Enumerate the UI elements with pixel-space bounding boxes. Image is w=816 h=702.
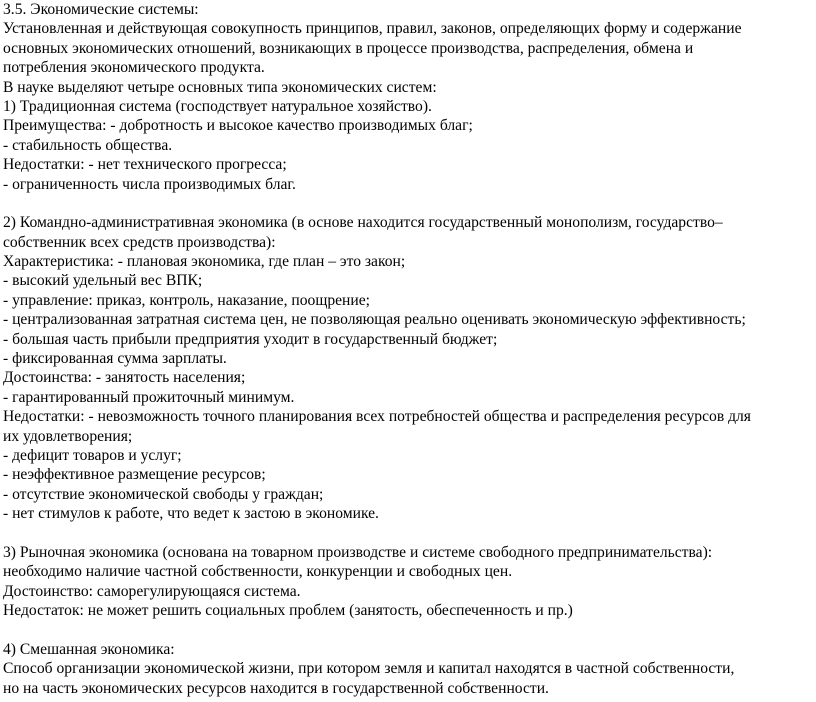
command-line: их удовлетворения; <box>3 427 133 445</box>
market-line: Недостаток: не может решить социальных проблем (занятость, обеспеченность и пр.) <box>3 602 573 620</box>
command-heading: 2) Командно-административная экономика (в основе находится государственный монополизм, государство– <box>3 214 723 232</box>
definition-paragraph <box>3 19 813 77</box>
definition-line: потребления экономического продукта. <box>3 59 265 77</box>
traditional-line: Недостатки: - нет технического прогресса; <box>3 156 287 174</box>
command-line: - большая часть прибыли предприятия уходит в государственный бюджет; <box>3 330 498 348</box>
market-line: необходимо наличие частной собственности, конкуренции и свободных цен. <box>3 563 513 581</box>
command-line: - гарантированный прожиточный минимум. <box>3 388 295 406</box>
section-title: 3.5. Экономические системы: <box>3 1 199 18</box>
market-economy-block <box>3 543 813 621</box>
intro-line: В науке выделяют четыре основных типа экономических систем: <box>3 78 437 96</box>
command-line: - высокий удельный вес ВПК; <box>3 272 203 290</box>
command-line: - неэффективное размещение ресурсов; <box>3 466 266 484</box>
command-line: - нет стимулов к работе, что ведет к застою в экономике. <box>3 505 379 523</box>
definition-line: основных экономических отношений, возникающих в процессе производства, распределения, обмена и <box>3 39 694 57</box>
traditional-line: - стабильность общества. <box>3 136 173 154</box>
mixed-economy-block <box>3 640 813 698</box>
command-line: - управление: приказ, контроль, наказание, поощрение; <box>3 291 370 309</box>
paragraph-gap <box>3 621 813 640</box>
traditional-line: - ограниченность числа производимых благ. <box>3 175 296 193</box>
command-heading: собственник всех средств производства): <box>3 233 276 251</box>
market-heading: 3) Рыночная экономика (основана на товарном производстве и системе свободного предпринимательства): <box>3 543 713 561</box>
command-line: Достоинства: - занятость населения; <box>3 369 246 387</box>
traditional-system-block <box>3 97 813 194</box>
mixed-heading: 4) Смешанная экономика: <box>3 640 175 658</box>
market-line: Достоинство: саморегулирующаяся система. <box>3 582 301 600</box>
document-body <box>3 0 813 698</box>
command-line: Характеристика: - плановая экономика, где план – это закон; <box>3 253 406 271</box>
paragraph-gap <box>3 194 813 213</box>
command-line: - дефицит товаров и услуг; <box>3 446 182 464</box>
command-line: - отсутствие экономической свободы у граждан; <box>3 485 324 503</box>
command-line: - централизованная затратная система цен, не позволяющая реально оценивать экономическую эффективность; <box>3 311 746 329</box>
paragraph-gap <box>3 524 813 543</box>
command-economy-block <box>3 213 813 523</box>
command-line: Недостатки: - невозможность точного планирования всех потребностей общества и распределения ресурсов для <box>3 408 751 426</box>
mixed-line: но на часть экономических ресурсов находится в государственной собственности. <box>3 679 549 697</box>
mixed-line: Способ организации экономической жизни, при котором земля и капитал находятся в частной собственности, <box>3 660 735 678</box>
traditional-line: Преимущества: - добротность и высокое качество производимых благ; <box>3 117 473 135</box>
command-line: - фиксированная сумма зарплаты. <box>3 350 227 368</box>
definition-line: Установленная и действующая совокупность принципов, правил, законов, определяющих форму и содержание <box>3 20 742 38</box>
traditional-heading: 1) Традиционная система (господствует натуральное хозяйство). <box>3 97 432 115</box>
